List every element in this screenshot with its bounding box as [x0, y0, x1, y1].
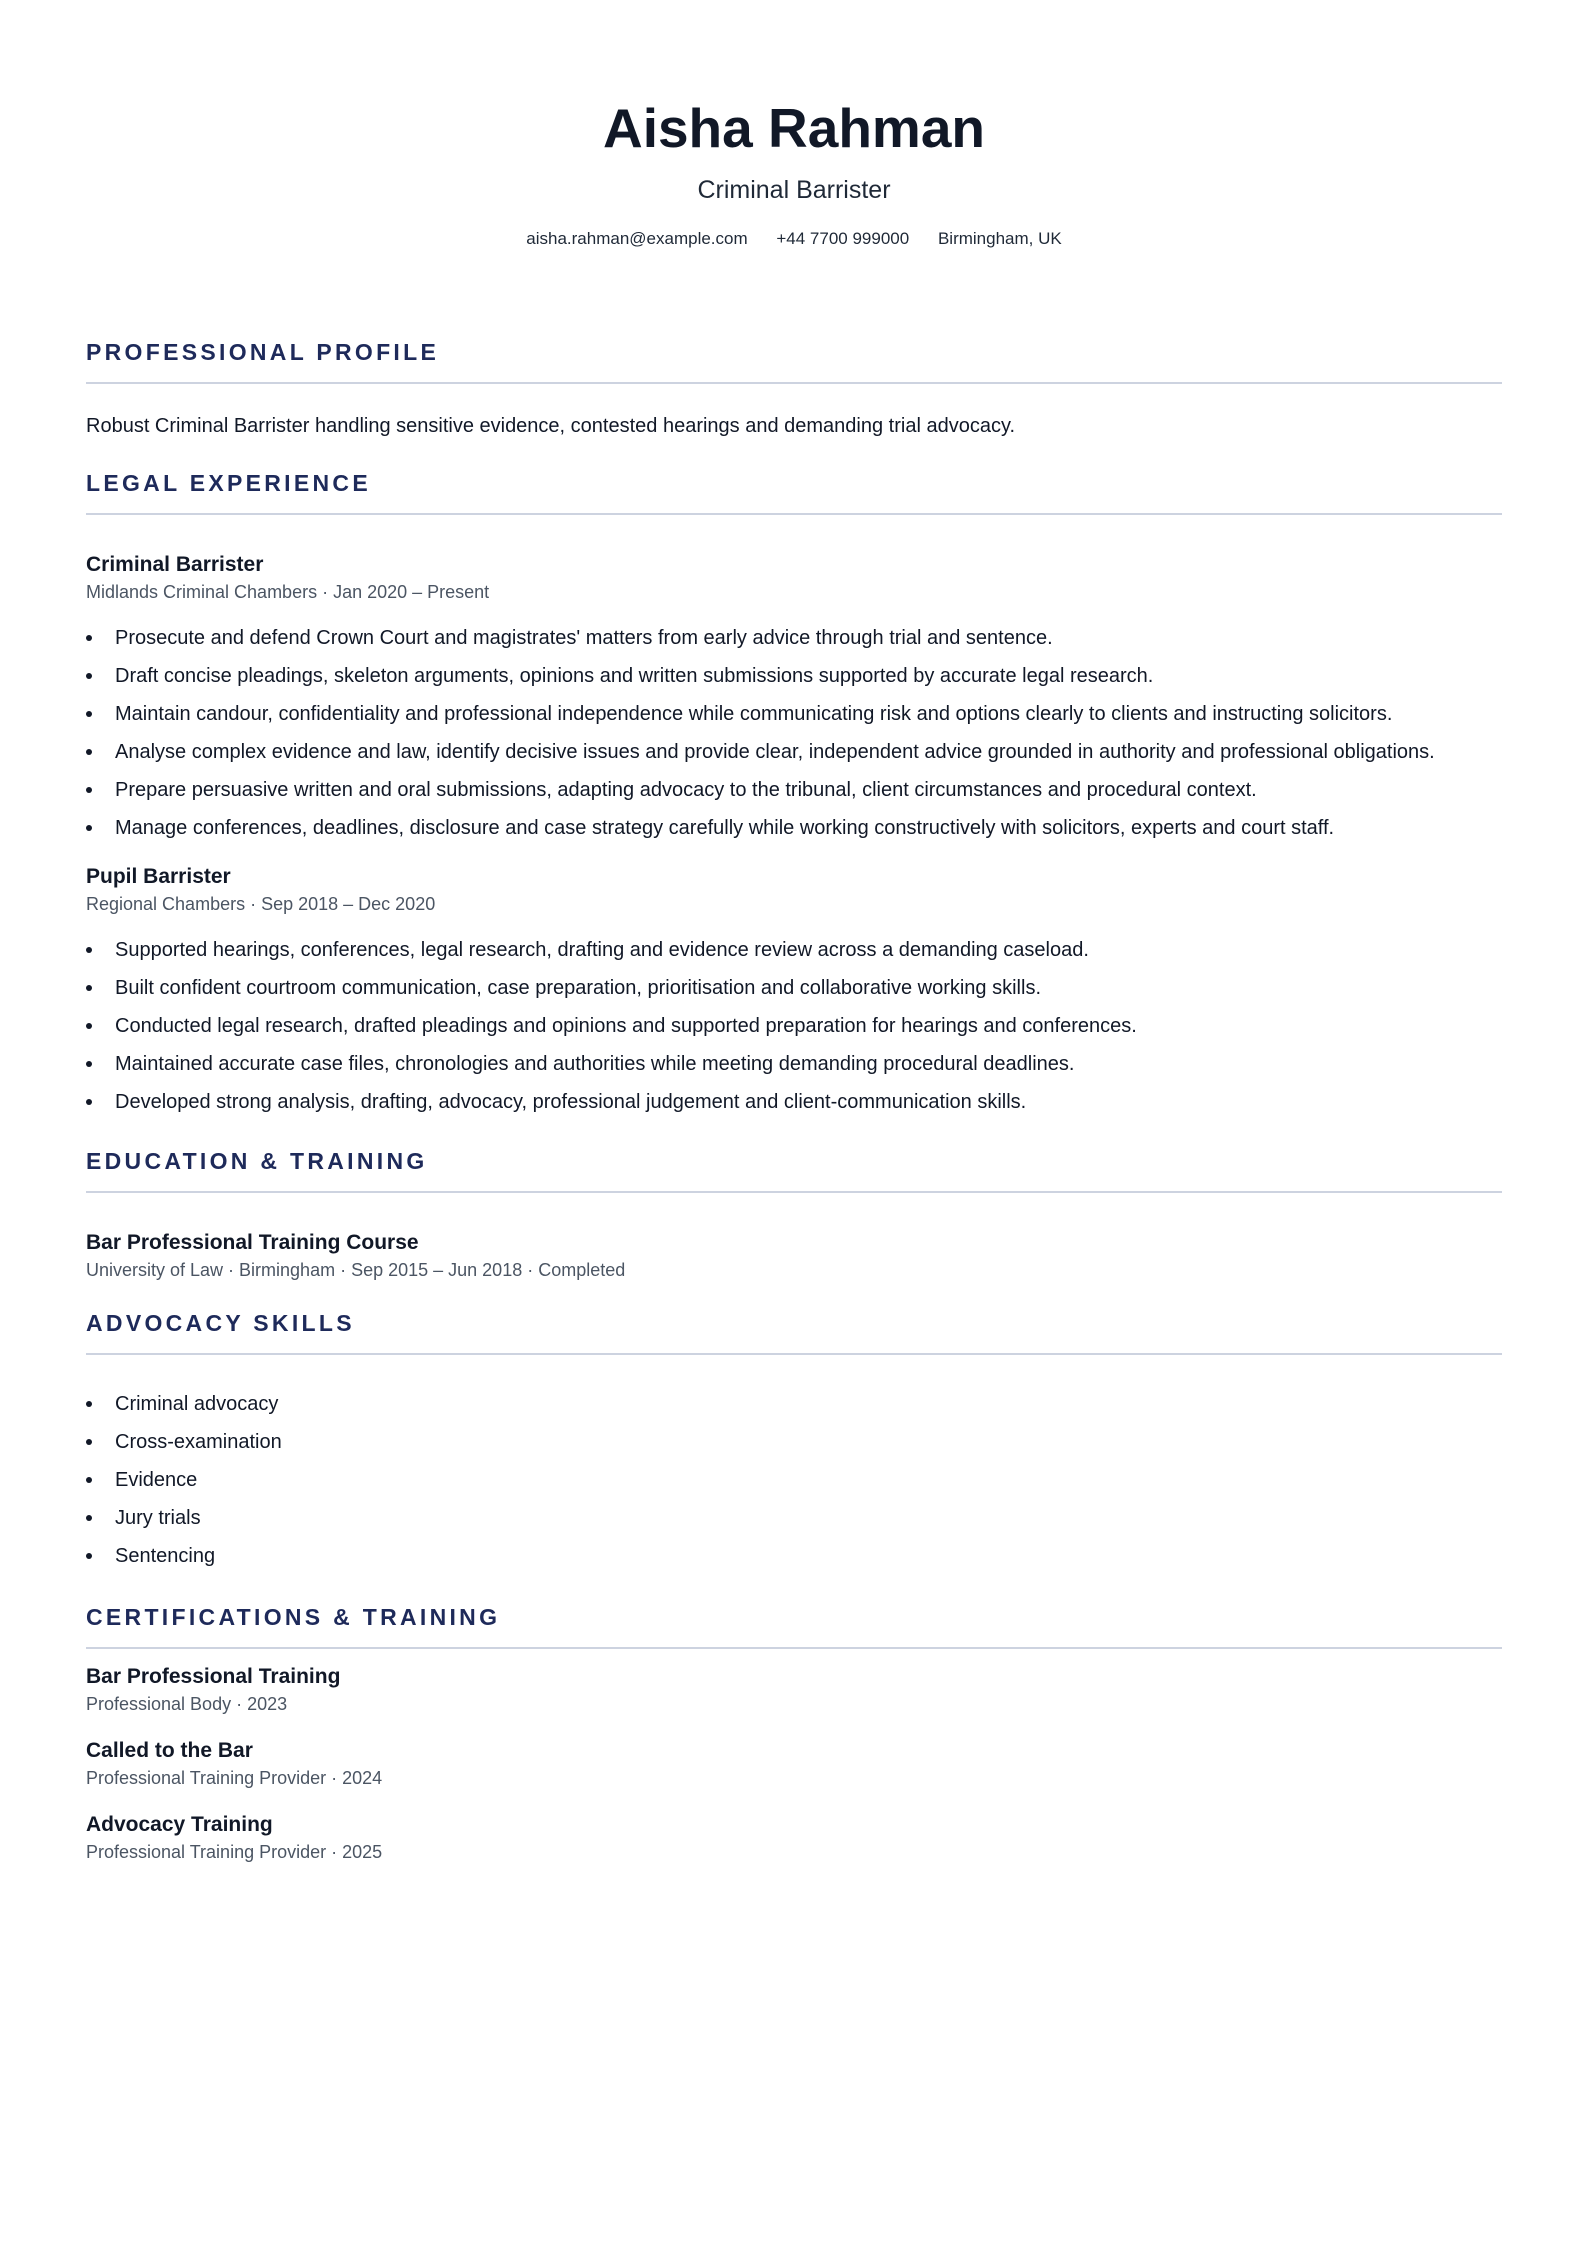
- skills-section: [86, 1309, 1502, 1575]
- certifications-section: [86, 1603, 1502, 1865]
- degree-meta: University of Law · Birmingham · Sep 2015 – Jun 2018 · Completed: [86, 1260, 626, 1280]
- cert-title: Called to the Bar: [86, 1739, 253, 1762]
- contact-phone[interactable]: +44 7700 999000: [776, 229, 910, 248]
- list-item: Analyse complex evidence and law, identify decisive issues and provide clear, independent advice grounded in authority and professional obligations.: [115, 733, 1502, 771]
- degree-title: Bar Professional Training Course: [86, 1231, 419, 1254]
- candidate-title: Criminal Barrister: [697, 176, 891, 204]
- job-title: Criminal Barrister: [86, 553, 264, 576]
- list-item: Maintain candour, confidentiality and professional independence while communicating risk and options clearly to clients and instructing solicitors.: [115, 695, 1502, 733]
- list-item: Criminal advocacy: [115, 1385, 1502, 1423]
- list-item: Prosecute and defend Crown Court and magistrates' matters from early advice through trial and sentence.: [115, 619, 1502, 657]
- job-bullets: [86, 931, 1502, 1121]
- experience-section: [86, 469, 1502, 1121]
- education-entry: [86, 1229, 1502, 1283]
- list-item: Cross-examination: [115, 1423, 1502, 1461]
- profile-section: [86, 338, 1502, 440]
- contact-info: [86, 228, 1502, 250]
- cert-title: Advocacy Training: [86, 1813, 273, 1836]
- cert-entry: [86, 1811, 1502, 1865]
- list-item: Conducted legal research, drafted pleadings and opinions and supported preparation for hearings and conferences.: [115, 1007, 1502, 1045]
- list-item: Evidence: [115, 1461, 1502, 1499]
- contact-location: Birmingham, UK: [937, 229, 1062, 248]
- job-entry: [86, 863, 1502, 1121]
- job-meta: Midlands Criminal Chambers · Jan 2020 – Present: [86, 582, 490, 602]
- job-bullets: [86, 619, 1502, 847]
- cert-title: Bar Professional Training: [86, 1665, 341, 1688]
- experience-heading: LEGAL EXPERIENCE: [86, 469, 1502, 515]
- list-item: Manage conferences, deadlines, disclosure and case strategy carefully while working constructively with solicitors, experts and court staff.: [115, 809, 1502, 847]
- job-title: Pupil Barrister: [86, 865, 231, 888]
- cert-meta: Professional Training Provider · 2024: [86, 1768, 383, 1788]
- contact-email[interactable]: aisha.rahman@example.com: [526, 229, 748, 248]
- profile-heading: PROFESSIONAL PROFILE: [86, 338, 1502, 384]
- cert-entry: [86, 1737, 1502, 1791]
- education-heading: EDUCATION & TRAINING: [86, 1147, 1502, 1193]
- education-section: [86, 1147, 1502, 1283]
- resume-header: [86, 0, 1502, 250]
- list-item: Maintained accurate case files, chronologies and authorities while meeting demanding procedural deadlines.: [115, 1045, 1502, 1083]
- skills-list: [86, 1385, 1502, 1575]
- job-entry: [86, 551, 1502, 847]
- list-item: Developed strong analysis, drafting, advocacy, professional judgement and client-communication skills.: [115, 1083, 1502, 1121]
- list-item: Sentencing: [115, 1537, 1502, 1575]
- list-item: Draft concise pleadings, skeleton arguments, opinions and written submissions supported by accurate legal research.: [115, 657, 1502, 695]
- candidate-name: Aisha Rahman: [602, 97, 986, 159]
- list-item: Prepare persuasive written and oral submissions, adapting advocacy to the tribunal, client circumstances and procedural context.: [115, 771, 1502, 809]
- cert-entry: [86, 1663, 1502, 1717]
- cert-meta: Professional Body · 2023: [86, 1694, 288, 1714]
- certifications-heading: CERTIFICATIONS & TRAINING: [86, 1603, 1502, 1649]
- profile-summary: Robust Criminal Barrister handling sensitive evidence, contested hearings and demanding trial advocacy.: [86, 415, 1016, 437]
- list-item: Built confident courtroom communication, case preparation, prioritisation and collaborative working skills.: [115, 969, 1502, 1007]
- skills-heading: ADVOCACY SKILLS: [86, 1309, 1502, 1355]
- cert-meta: Professional Training Provider · 2025: [86, 1842, 383, 1862]
- list-item: Jury trials: [115, 1499, 1502, 1537]
- list-item: Supported hearings, conferences, legal research, drafting and evidence review across a demanding caseload.: [115, 931, 1502, 969]
- job-meta: Regional Chambers · Sep 2018 – Dec 2020: [86, 894, 436, 914]
